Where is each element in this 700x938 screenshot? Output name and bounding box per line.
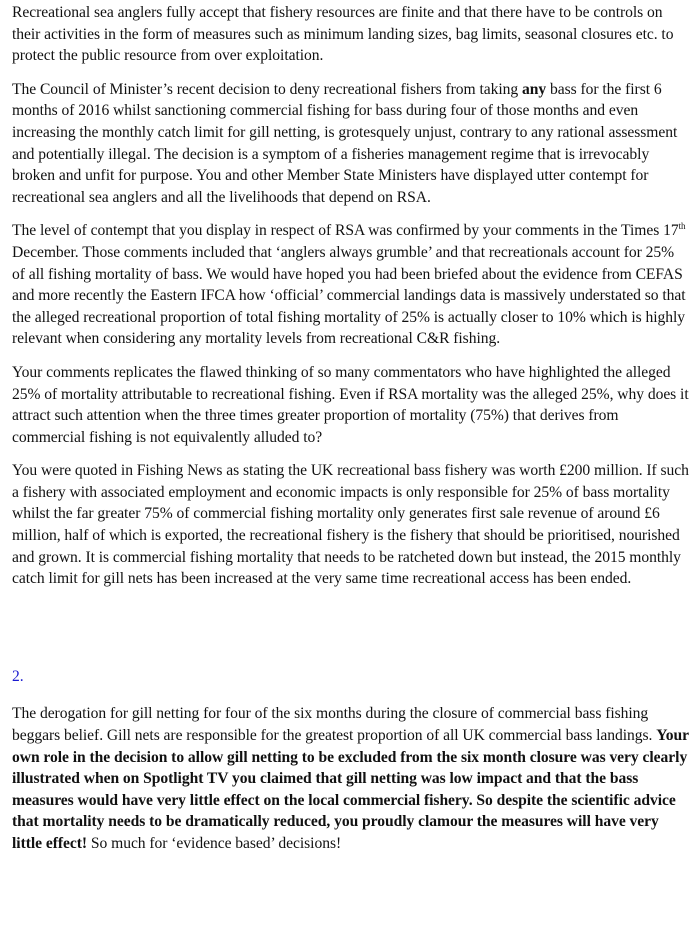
paragraph-text: Your comments replicates the flawed thinking of so many commentators who have highlighted the alleged 25% of mortality attributable to recreational fishing. Even if RSA mortality was the alleged 25%, why does it attract such attention when the three times greater proportion of mortality (75%) that derives from commercial fishing is not equivalently alluded to?: [12, 363, 689, 446]
paragraph-text: The Council of Minister’s recent decision to deny recreational fishers from taking: [12, 80, 523, 98]
emphasis-spotlight-tv: Your own role in the decision to allow gill netting to be excluded from the six month closure was very clearly illustrated when on Spotlight TV you claimed that gill netting was low impact and that the bass measures would have very little effect on the local commercial fishery. So despite the scientific advice that mortality needs to be dramatically reduced, you proudly clamour the measures will have very little effect!: [12, 727, 689, 852]
paragraph-gill-netting-derogation: [12, 703, 690, 854]
emphasis-any: any: [522, 80, 547, 98]
paragraph-text: So much for ‘evidence based’ decisions!: [87, 835, 342, 852]
paragraph-council-decision: [12, 79, 690, 209]
paragraph-text: Recreational sea anglers fully accept that fishery resources are finite and that there have to be controls on their activities in the form of measures such as minimum landing sizes, bag limits, seasonal closures etc. to protect the public resource from over exploitation.: [12, 4, 674, 65]
paragraph-text: December. Those comments included that ‘anglers always grumble’ and that recreationals account for 25% of all fishing mortality of bass. We would have hoped you had been briefed about the evidence from CEFAS and more recently the Eastern IFCA how ‘official’ commercial landings data is massively understated so that the alleged recreational proportion of total fishing mortality of 25% is actually closer to 10% which is highly relevant when considering any mortality levels from recreational C&R fishing.: [12, 243, 686, 348]
paragraph-text: The level of contempt that you display in respect of RSA was confirmed by your comments in the Times 17: [12, 222, 679, 240]
paragraph-text: bass for the first 6 months of 2016 whilst sanctioning commercial fishing for bass during four of those months and even increasing the monthly catch limit for gill netting, is grotesquely unjust, contrary to any rational assessment and potentially illegal. The decision is a symptom of a fisheries management regime that is irrevocably broken and unfit for purpose. You and other Member State Ministers have displayed utter contempt for recreational sea anglers and all the livelihoods that depend on RSA.: [12, 80, 678, 206]
paragraph-flawed-thinking: [12, 362, 690, 448]
paragraph-controls-accepted: [12, 2, 690, 67]
section-number: 2.: [12, 667, 24, 685]
paragraph-text: You were quoted in Fishing News as stating the UK recreational bass fishery was worth £200 million. If such a fishery with associated employment and economic impacts is only responsible for 25% of bass mortality whilst the far greater 75% of commercial fishing mortality only generates first sale revenue of around £6 million, half of which is exported, the recreational fishery is the fishery that should be prioritised, nourished and grown. It is commercial fishing mortality that needs to be ratcheted down but instead, the 2015 monthly catch limit for gill nets has been increased at the very same time recreational access has been ended.: [12, 462, 689, 588]
document-page: [12, 2, 690, 855]
paragraph-contempt-times: [12, 220, 690, 350]
paragraph-fishing-news: [12, 460, 690, 590]
paragraph-text: The derogation for gill netting for four of the six months during the closure of commercial bass fishing beggars belief. Gill nets are responsible for the greatest proportion of all UK commercial bass landings.: [12, 705, 657, 745]
ordinal-suffix: th: [678, 221, 686, 232]
